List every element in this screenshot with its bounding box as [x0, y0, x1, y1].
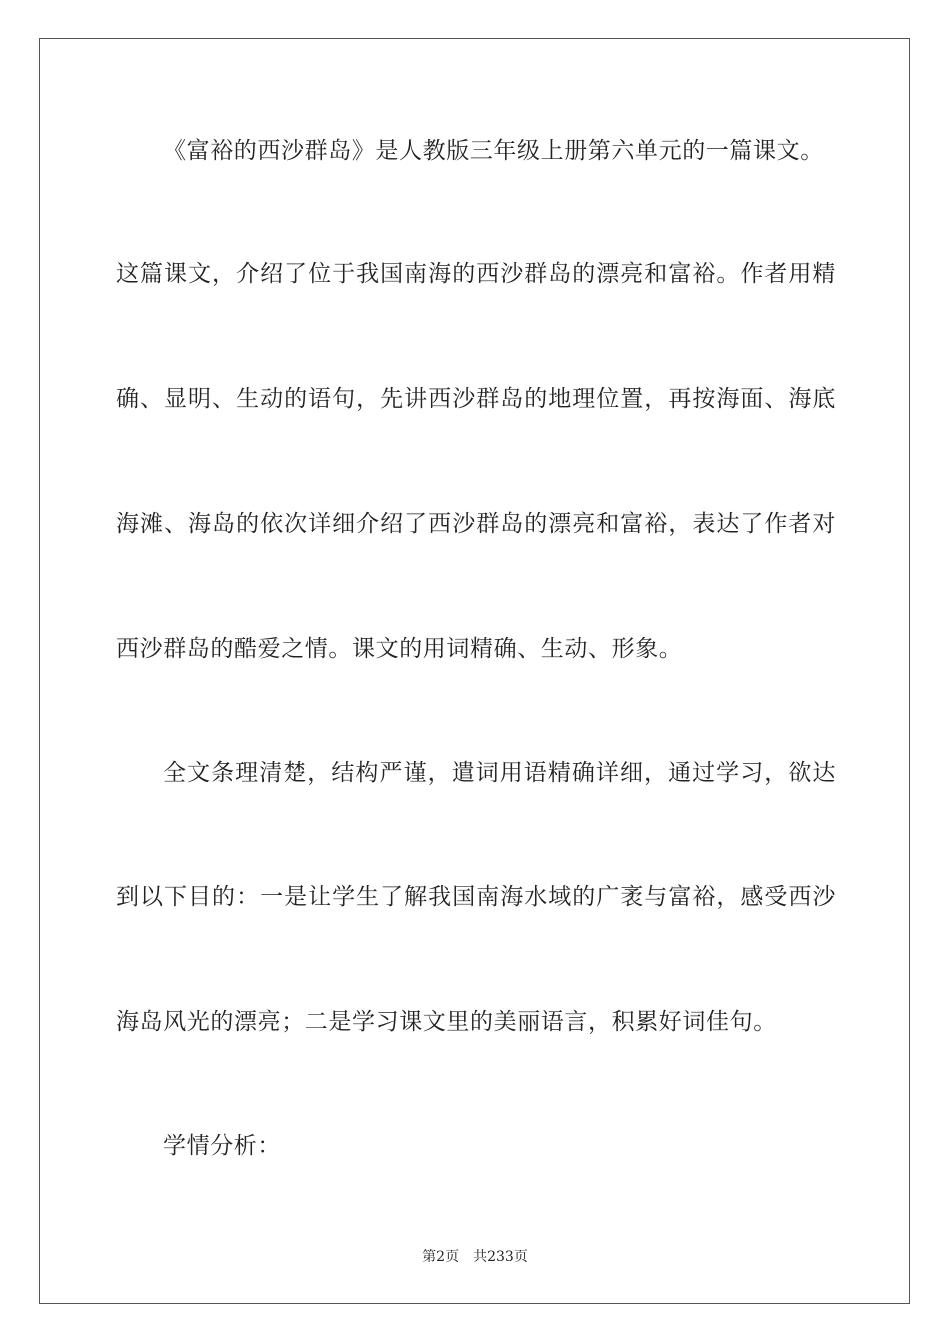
page-border [39, 38, 910, 1304]
paragraph-2-line-1: 全文条理清楚，结构严谨，遣词用语精确详细，通过学习，欲达 [163, 760, 836, 786]
paragraph-2-line-3: 海岛风光的漂亮；二是学习课文里的美丽语言，积累好词佳句。 [116, 1009, 777, 1035]
paragraph-1-line-2: 这篇课文，介绍了位于我国南海的西沙群岛的漂亮和富裕。作者用精 [116, 261, 836, 287]
page-footer [0, 1248, 950, 1266]
paragraph-1-line-1: 《富裕的西沙群岛》是人教版三年级上册第六单元的一篇课文。 [163, 138, 824, 164]
paragraph-1-line-3: 确、显明、生动的语句，先讲西沙群岛的地理位置，再按海面、海底 [116, 386, 836, 412]
section-heading: 学情分析： [163, 1133, 281, 1159]
paragraph-1-line-5: 西沙群岛的酷爱之情。课文的用词精确、生动、形象。 [116, 636, 683, 662]
paragraph-1-line-4: 海滩、海岛的依次详细介绍了西沙群岛的漂亮和富裕，表达了作者对 [116, 511, 836, 537]
page-number: 第2页 [422, 1249, 460, 1265]
paragraph-2-line-2: 到以下目的：一是让学生了解我国南海水域的广袤与富裕，感受西沙 [116, 884, 836, 910]
page-total: 共233页 [473, 1249, 528, 1265]
